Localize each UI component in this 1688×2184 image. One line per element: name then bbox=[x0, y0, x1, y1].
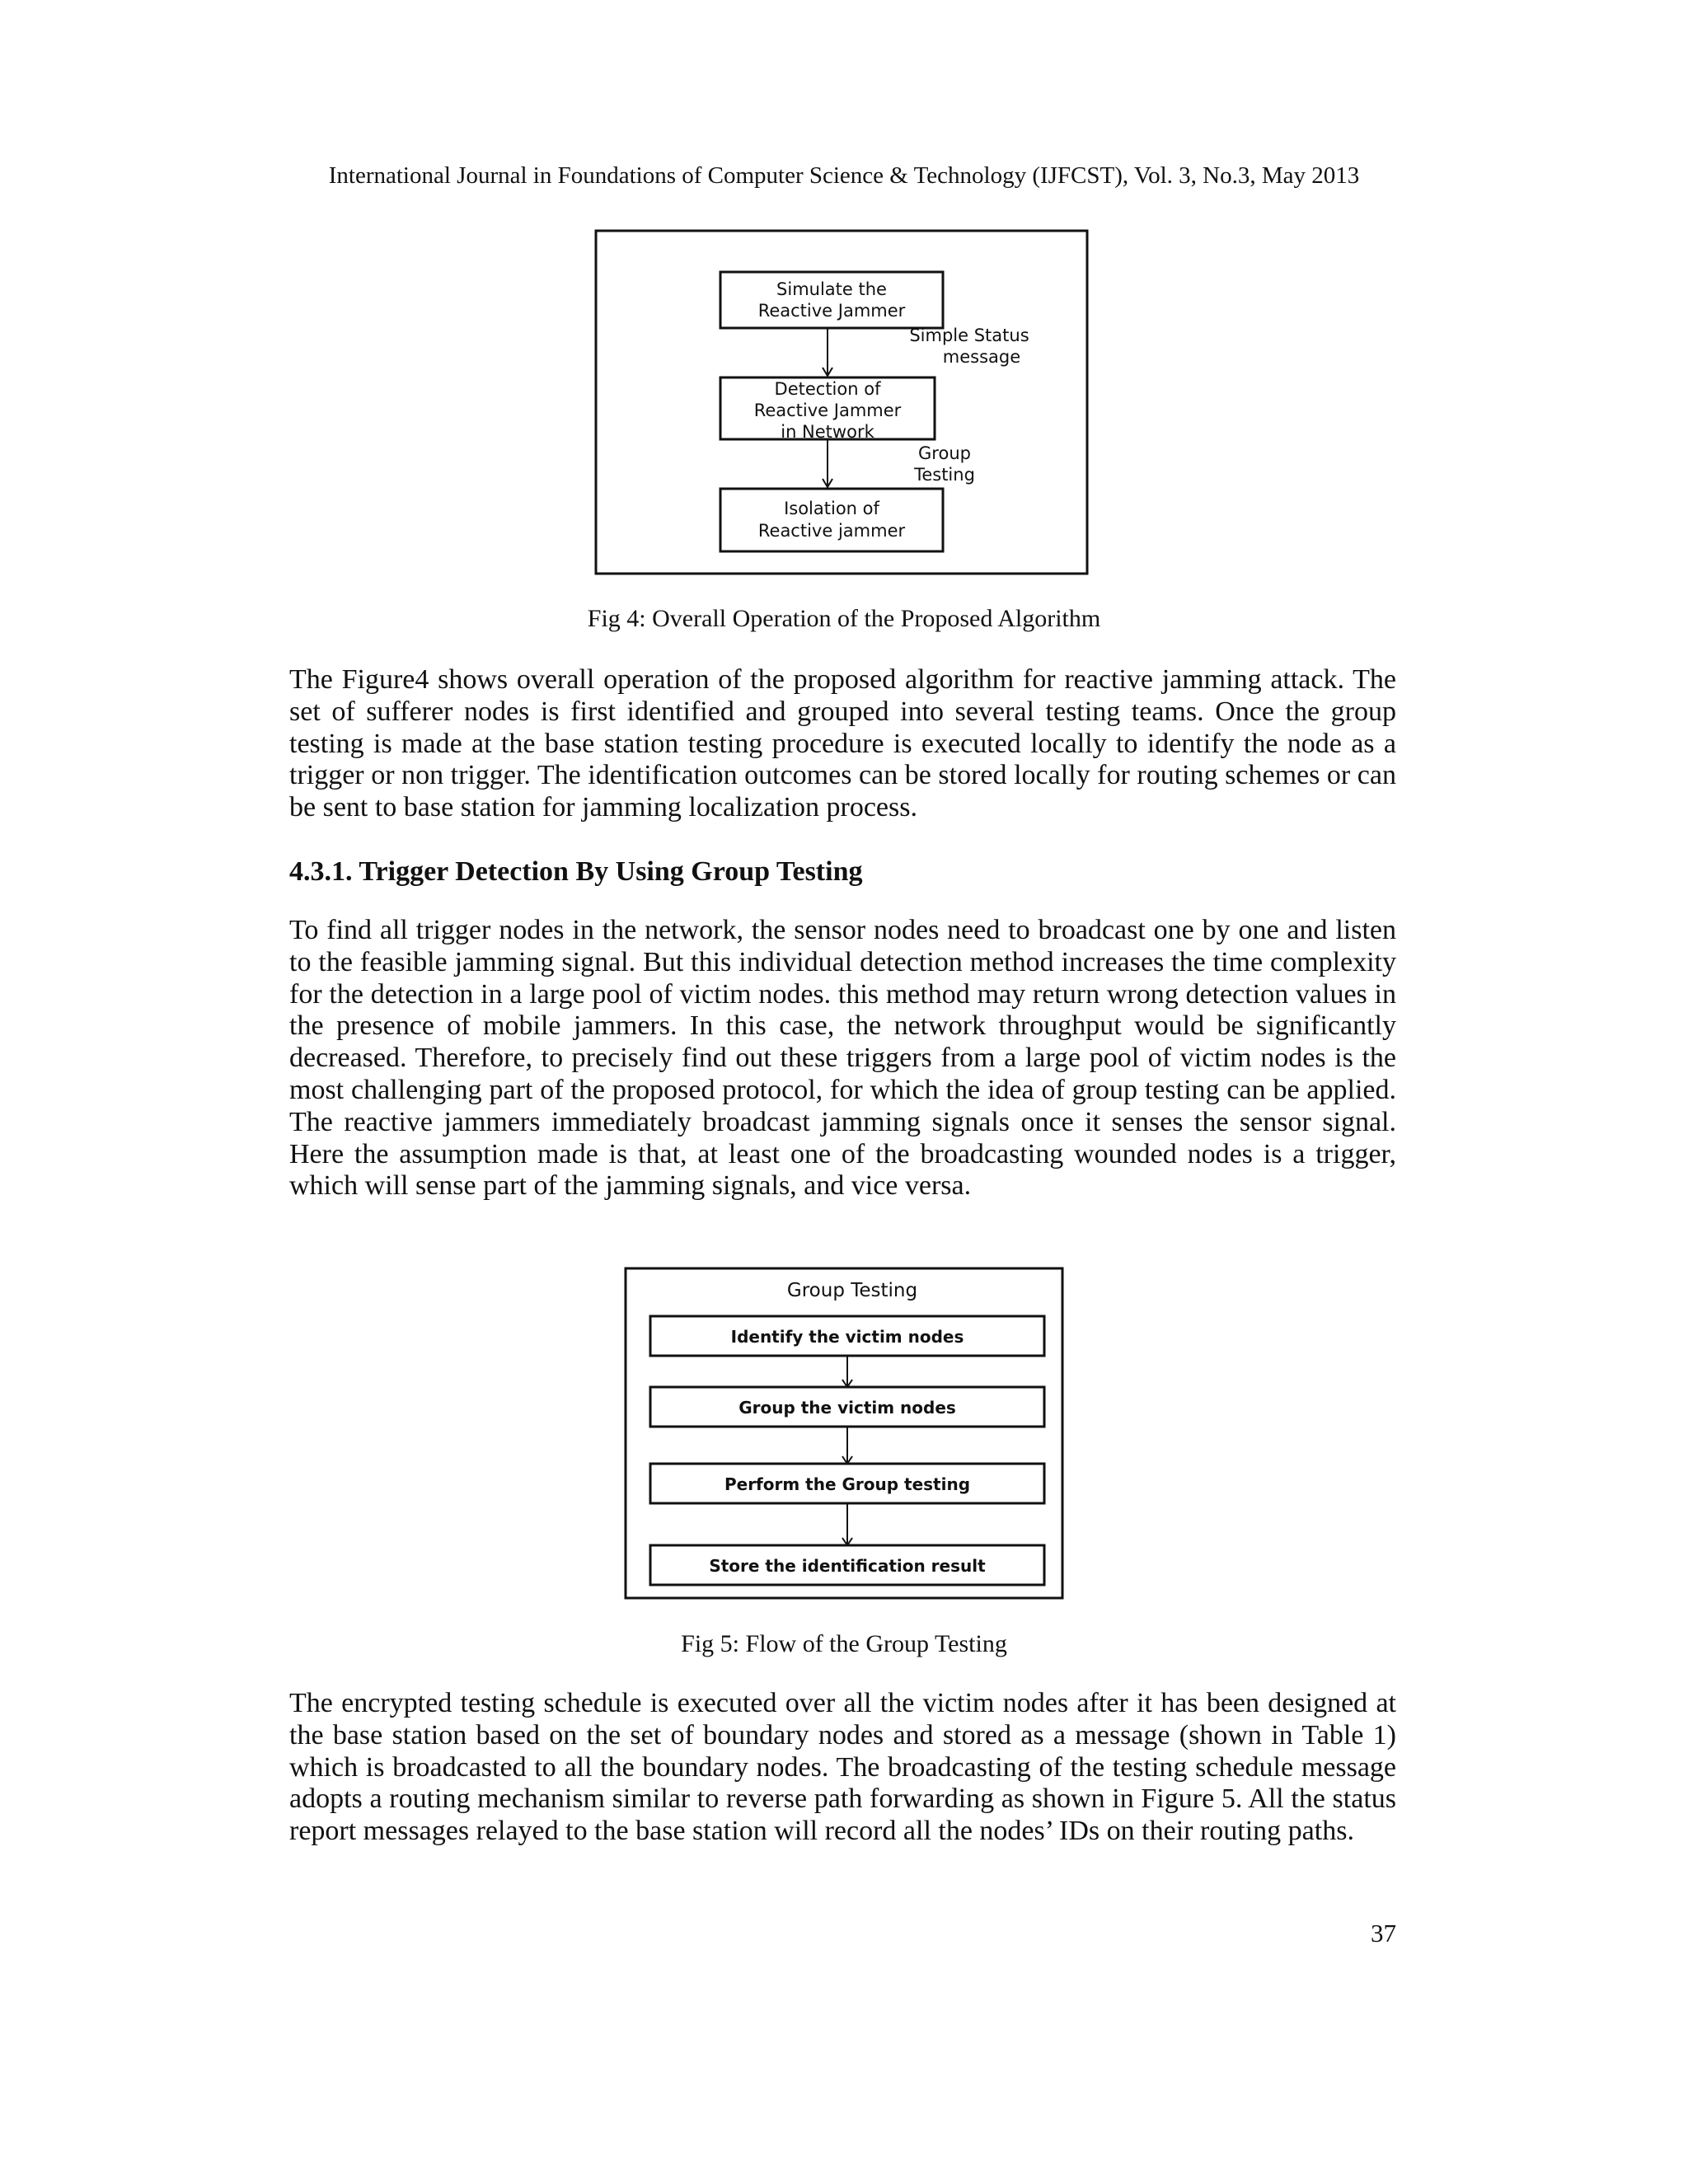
running-header: International Journal in Foundations of Computer Science & Technology (IJFCST), Vol. 3, No.3, May 2013 bbox=[328, 162, 1360, 189]
fig4-edge-label-2-line2: Testing bbox=[914, 465, 975, 485]
fig5-step-1-label: Identify the victim nodes bbox=[730, 1327, 964, 1347]
fig5-title: Group Testing bbox=[786, 1280, 918, 1301]
fig4-edge-label-1-line1: Simple Status bbox=[909, 326, 1029, 345]
fig5-step-2-label: Group the victim nodes bbox=[738, 1398, 956, 1418]
fig4-node-simulate-line1: Simulate the bbox=[776, 279, 887, 299]
page-number: 37 bbox=[1371, 1919, 1396, 1947]
fig4-edge-label-2-line1: Group bbox=[918, 443, 971, 463]
fig4-node-detection-line3: in Network bbox=[781, 422, 874, 442]
paragraph-figure4-description: The Figure4 shows overall operation of the proposed algorithm for reactive jamming attack. The set of sufferer nodes is first identified and grouped into several testing teams. Once the group testing is made at the base station testing procedure is executed locally to identify the node as a trigger or non trigger. The identification outcomes can be stored locally for routing schemes or can be sent to base station for jamming localization process. bbox=[289, 664, 1396, 823]
paragraph-trigger-detection: To find all trigger nodes in the network, the sensor nodes need to broadcast one by one and listen to the feasible jamming signal. But this individual detection method increases the time complexity for the detection in a large pool of victim nodes. this method may return wrong detection values in the presence of mobile jammers. In this case, the network throughput would be significantly decreased. Therefore, to precisely find out these triggers from a large pool of victim nodes is the most challenging part of the proposed protocol, for which the idea of group testing can be applied. The reactive jammers immediately broadcast jamming signals once it senses the sensor signal. Here the assumption made is that, at least one of the broadcasting wounded nodes is a trigger, which will sense part of the jamming signals, and vice versa. bbox=[289, 915, 1396, 1202]
fig4-edge-label-1-line2: message bbox=[942, 347, 1021, 367]
figure-4-flowchart bbox=[594, 229, 1089, 575]
figure-5-flowchart bbox=[624, 1267, 1064, 1600]
figure-4-caption: Fig 4: Overall Operation of the Proposed Algorithm bbox=[587, 605, 1101, 632]
fig4-node-isolation-line2: Reactive jammer bbox=[757, 521, 906, 541]
fig5-step-4-label: Store the identification result bbox=[709, 1556, 986, 1576]
figure-5-caption: Fig 5: Flow of the Group Testing bbox=[681, 1630, 1007, 1657]
fig4-node-detection-line1: Detection of bbox=[774, 379, 881, 399]
fig4-node-simulate-line2: Reactive Jammer bbox=[757, 301, 906, 321]
fig4-node-isolation-line1: Isolation of bbox=[784, 499, 879, 518]
fig4-node-detection-line2: Reactive Jammer bbox=[753, 401, 902, 420]
fig5-step-3-label: Perform the Group testing bbox=[724, 1474, 971, 1494]
section-heading: 4.3.1. Trigger Detection By Using Group Testing bbox=[289, 856, 863, 887]
paragraph-testing-schedule: The encrypted testing schedule is executed over all the victim nodes after it has been designed at the base station based on the set of boundary nodes and stored as a message (shown in Table 1) which is broadcasted to all the boundary nodes. The broadcasting of the testing schedule message adopts a routing mechanism similar to reverse path forwarding as shown in Figure 5. All the status report messages relayed to the base station will record all the nodes’ IDs on their routing paths. bbox=[289, 1688, 1396, 1847]
